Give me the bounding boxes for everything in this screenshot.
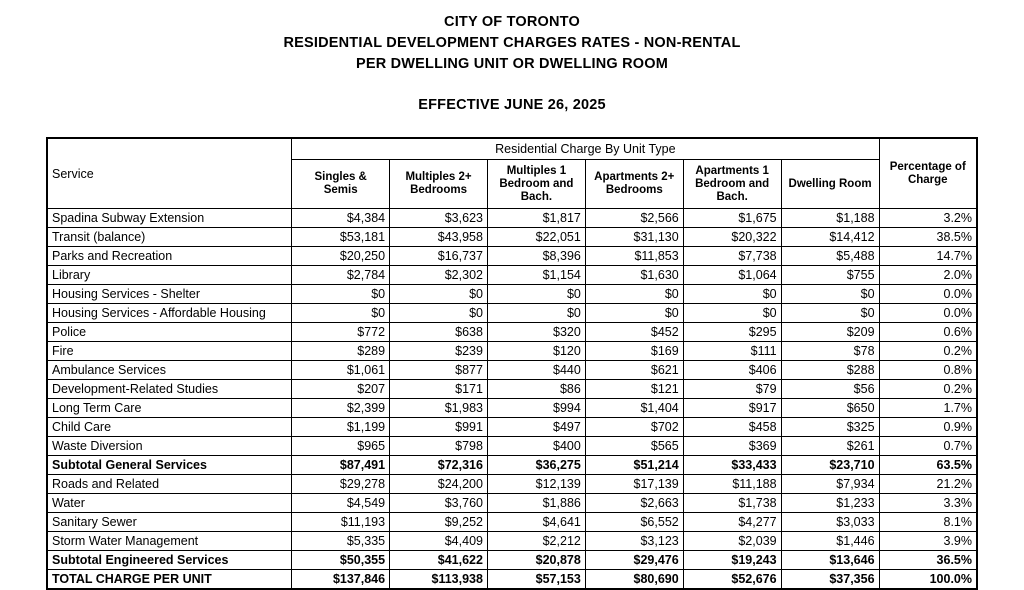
row-service-label: Subtotal Engineered Services bbox=[47, 551, 292, 570]
row-value-cell: $295 bbox=[683, 323, 781, 342]
row-value-cell: $2,039 bbox=[683, 532, 781, 551]
row-service-label: Housing Services - Affordable Housing bbox=[47, 304, 292, 323]
table-row bbox=[47, 570, 977, 590]
row-value-cell: $2,399 bbox=[292, 399, 390, 418]
row-service-label: TOTAL CHARGE PER UNIT bbox=[47, 570, 292, 590]
row-value-cell: $33,433 bbox=[683, 456, 781, 475]
row-value-cell: $2,663 bbox=[585, 494, 683, 513]
title-line-2: RESIDENTIAL DEVELOPMENT CHARGES RATES - NON-RENTAL bbox=[283, 35, 741, 51]
row-value-cell: $79 bbox=[683, 380, 781, 399]
row-percentage-cell: 0.2% bbox=[879, 380, 977, 399]
row-value-cell: $3,623 bbox=[390, 209, 488, 228]
row-value-cell: $1,817 bbox=[487, 209, 585, 228]
row-value-cell: $755 bbox=[781, 266, 879, 285]
row-value-cell: $1,675 bbox=[683, 209, 781, 228]
column-header-apartments-1bed: Apartments 1 Bedroom and Bach. bbox=[683, 160, 781, 209]
row-value-cell: $29,476 bbox=[585, 551, 683, 570]
table-row bbox=[47, 513, 977, 532]
row-value-cell: $1,061 bbox=[292, 361, 390, 380]
table-row bbox=[47, 532, 977, 551]
column-group-header-residential: Residential Charge By Unit Type bbox=[292, 138, 879, 160]
row-value-cell: $6,552 bbox=[585, 513, 683, 532]
row-value-cell: $994 bbox=[487, 399, 585, 418]
row-value-cell: $917 bbox=[683, 399, 781, 418]
row-value-cell: $86 bbox=[487, 380, 585, 399]
row-percentage-cell: 8.1% bbox=[879, 513, 977, 532]
effective-date: EFFECTIVE JUNE 26, 2025 bbox=[418, 97, 606, 113]
table-row bbox=[47, 323, 977, 342]
row-value-cell: $4,641 bbox=[487, 513, 585, 532]
row-percentage-cell: 3.3% bbox=[879, 494, 977, 513]
title-line-3: PER DWELLING UNIT OR DWELLING ROOM bbox=[355, 56, 669, 72]
row-value-cell: $23,710 bbox=[781, 456, 879, 475]
row-service-label: Water bbox=[47, 494, 292, 513]
table-row bbox=[47, 551, 977, 570]
row-value-cell: $0 bbox=[390, 285, 488, 304]
table-row bbox=[47, 209, 977, 228]
row-value-cell: $289 bbox=[292, 342, 390, 361]
row-service-label: Police bbox=[47, 323, 292, 342]
row-value-cell: $51,214 bbox=[585, 456, 683, 475]
row-value-cell: $0 bbox=[390, 304, 488, 323]
column-header-singles-semis: Singles & Semis bbox=[292, 160, 390, 209]
document-title-block bbox=[0, 0, 1024, 113]
row-value-cell: $29,278 bbox=[292, 475, 390, 494]
row-percentage-cell: 21.2% bbox=[879, 475, 977, 494]
row-value-cell: $120 bbox=[487, 342, 585, 361]
row-value-cell: $209 bbox=[781, 323, 879, 342]
table-header bbox=[47, 138, 977, 209]
row-value-cell: $17,139 bbox=[585, 475, 683, 494]
row-value-cell: $0 bbox=[292, 285, 390, 304]
row-value-cell: $207 bbox=[292, 380, 390, 399]
row-value-cell: $2,784 bbox=[292, 266, 390, 285]
row-percentage-cell: 0.0% bbox=[879, 304, 977, 323]
title-line-1: CITY OF TORONTO bbox=[444, 14, 580, 30]
row-value-cell: $57,153 bbox=[487, 570, 585, 590]
row-value-cell: $56 bbox=[781, 380, 879, 399]
row-percentage-cell: 0.6% bbox=[879, 323, 977, 342]
row-value-cell: $20,878 bbox=[487, 551, 585, 570]
row-value-cell: $7,934 bbox=[781, 475, 879, 494]
row-value-cell: $0 bbox=[683, 304, 781, 323]
row-value-cell: $2,302 bbox=[390, 266, 488, 285]
table-row bbox=[47, 399, 977, 418]
row-service-label: Ambulance Services bbox=[47, 361, 292, 380]
row-value-cell: $20,322 bbox=[683, 228, 781, 247]
row-percentage-cell: 38.5% bbox=[879, 228, 977, 247]
row-value-cell: $11,193 bbox=[292, 513, 390, 532]
row-service-label: Fire bbox=[47, 342, 292, 361]
table-row bbox=[47, 437, 977, 456]
development-charges-table bbox=[46, 137, 978, 590]
row-service-label: Long Term Care bbox=[47, 399, 292, 418]
row-value-cell: $798 bbox=[390, 437, 488, 456]
row-value-cell: $53,181 bbox=[292, 228, 390, 247]
rates-table-container bbox=[46, 137, 978, 590]
row-value-cell: $0 bbox=[487, 304, 585, 323]
row-value-cell: $37,356 bbox=[781, 570, 879, 590]
column-header-percentage: Percentage of Charge bbox=[879, 138, 977, 209]
row-service-label: Housing Services - Shelter bbox=[47, 285, 292, 304]
row-value-cell: $80,690 bbox=[585, 570, 683, 590]
row-percentage-cell: 0.0% bbox=[879, 285, 977, 304]
row-value-cell: $11,188 bbox=[683, 475, 781, 494]
row-value-cell: $965 bbox=[292, 437, 390, 456]
row-value-cell: $31,130 bbox=[585, 228, 683, 247]
table-row bbox=[47, 380, 977, 399]
row-value-cell: $1,630 bbox=[585, 266, 683, 285]
row-service-label: Roads and Related bbox=[47, 475, 292, 494]
row-value-cell: $3,033 bbox=[781, 513, 879, 532]
table-row bbox=[47, 456, 977, 475]
row-value-cell: $50,355 bbox=[292, 551, 390, 570]
row-value-cell: $440 bbox=[487, 361, 585, 380]
row-value-cell: $1,404 bbox=[585, 399, 683, 418]
row-value-cell: $3,123 bbox=[585, 532, 683, 551]
row-percentage-cell: 63.5% bbox=[879, 456, 977, 475]
row-value-cell: $406 bbox=[683, 361, 781, 380]
table-row bbox=[47, 285, 977, 304]
row-value-cell: $638 bbox=[390, 323, 488, 342]
row-service-label: Spadina Subway Extension bbox=[47, 209, 292, 228]
row-value-cell: $14,412 bbox=[781, 228, 879, 247]
row-percentage-cell: 1.7% bbox=[879, 399, 977, 418]
row-value-cell: $22,051 bbox=[487, 228, 585, 247]
column-header-apartments-2plus: Apartments 2+ Bedrooms bbox=[585, 160, 683, 209]
row-value-cell: $1,446 bbox=[781, 532, 879, 551]
row-value-cell: $1,983 bbox=[390, 399, 488, 418]
row-value-cell: $877 bbox=[390, 361, 488, 380]
row-value-cell: $1,188 bbox=[781, 209, 879, 228]
row-service-label: Storm Water Management bbox=[47, 532, 292, 551]
row-service-label: Transit (balance) bbox=[47, 228, 292, 247]
row-value-cell: $9,252 bbox=[390, 513, 488, 532]
column-header-multiples-1bed: Multiples 1 Bedroom and Bach. bbox=[487, 160, 585, 209]
table-row bbox=[47, 247, 977, 266]
row-value-cell: $1,233 bbox=[781, 494, 879, 513]
row-value-cell: $288 bbox=[781, 361, 879, 380]
column-header-multiples-2plus: Multiples 2+ Bedrooms bbox=[390, 160, 488, 209]
row-service-label: Parks and Recreation bbox=[47, 247, 292, 266]
table-row bbox=[47, 418, 977, 437]
row-value-cell: $24,200 bbox=[390, 475, 488, 494]
row-value-cell: $4,409 bbox=[390, 532, 488, 551]
row-value-cell: $452 bbox=[585, 323, 683, 342]
row-service-label: Library bbox=[47, 266, 292, 285]
header-row-group bbox=[47, 138, 977, 160]
row-value-cell: $565 bbox=[585, 437, 683, 456]
row-value-cell: $137,846 bbox=[292, 570, 390, 590]
row-value-cell: $8,396 bbox=[487, 247, 585, 266]
row-value-cell: $650 bbox=[781, 399, 879, 418]
row-value-cell: $991 bbox=[390, 418, 488, 437]
row-value-cell: $4,549 bbox=[292, 494, 390, 513]
row-value-cell: $1,738 bbox=[683, 494, 781, 513]
row-percentage-cell: 0.2% bbox=[879, 342, 977, 361]
row-value-cell: $369 bbox=[683, 437, 781, 456]
row-percentage-cell: 36.5% bbox=[879, 551, 977, 570]
table-row bbox=[47, 266, 977, 285]
row-service-label: Development-Related Studies bbox=[47, 380, 292, 399]
row-value-cell: $4,277 bbox=[683, 513, 781, 532]
row-service-label: Subtotal General Services bbox=[47, 456, 292, 475]
row-value-cell: $171 bbox=[390, 380, 488, 399]
row-value-cell: $320 bbox=[487, 323, 585, 342]
column-header-service: Service bbox=[47, 138, 292, 209]
row-value-cell: $87,491 bbox=[292, 456, 390, 475]
row-value-cell: $2,212 bbox=[487, 532, 585, 551]
row-percentage-cell: 0.9% bbox=[879, 418, 977, 437]
row-value-cell: $16,737 bbox=[390, 247, 488, 266]
row-value-cell: $261 bbox=[781, 437, 879, 456]
row-value-cell: $7,738 bbox=[683, 247, 781, 266]
row-value-cell: $1,154 bbox=[487, 266, 585, 285]
row-value-cell: $1,064 bbox=[683, 266, 781, 285]
row-value-cell: $702 bbox=[585, 418, 683, 437]
table-row bbox=[47, 494, 977, 513]
row-value-cell: $4,384 bbox=[292, 209, 390, 228]
row-value-cell: $78 bbox=[781, 342, 879, 361]
table-row bbox=[47, 228, 977, 247]
row-value-cell: $20,250 bbox=[292, 247, 390, 266]
row-value-cell: $19,243 bbox=[683, 551, 781, 570]
row-value-cell: $1,886 bbox=[487, 494, 585, 513]
row-value-cell: $0 bbox=[585, 304, 683, 323]
row-percentage-cell: 3.2% bbox=[879, 209, 977, 228]
row-value-cell: $113,938 bbox=[390, 570, 488, 590]
table-row bbox=[47, 342, 977, 361]
row-value-cell: $0 bbox=[683, 285, 781, 304]
row-value-cell: $400 bbox=[487, 437, 585, 456]
row-value-cell: $772 bbox=[292, 323, 390, 342]
row-value-cell: $111 bbox=[683, 342, 781, 361]
row-service-label: Waste Diversion bbox=[47, 437, 292, 456]
column-header-dwelling-room: Dwelling Room bbox=[781, 160, 879, 209]
row-value-cell: $0 bbox=[292, 304, 390, 323]
row-value-cell: $0 bbox=[781, 285, 879, 304]
table-row bbox=[47, 361, 977, 380]
row-value-cell: $52,676 bbox=[683, 570, 781, 590]
row-percentage-cell: 0.7% bbox=[879, 437, 977, 456]
row-value-cell: $121 bbox=[585, 380, 683, 399]
row-value-cell: $12,139 bbox=[487, 475, 585, 494]
row-value-cell: $621 bbox=[585, 361, 683, 380]
row-value-cell: $5,488 bbox=[781, 247, 879, 266]
row-percentage-cell: 2.0% bbox=[879, 266, 977, 285]
row-value-cell: $13,646 bbox=[781, 551, 879, 570]
row-value-cell: $1,199 bbox=[292, 418, 390, 437]
row-value-cell: $325 bbox=[781, 418, 879, 437]
row-value-cell: $5,335 bbox=[292, 532, 390, 551]
row-value-cell: $239 bbox=[390, 342, 488, 361]
row-value-cell: $2,566 bbox=[585, 209, 683, 228]
row-value-cell: $0 bbox=[487, 285, 585, 304]
row-percentage-cell: 100.0% bbox=[879, 570, 977, 590]
row-percentage-cell: 14.7% bbox=[879, 247, 977, 266]
row-value-cell: $0 bbox=[781, 304, 879, 323]
row-value-cell: $41,622 bbox=[390, 551, 488, 570]
row-service-label: Child Care bbox=[47, 418, 292, 437]
table-body bbox=[47, 209, 977, 590]
table-row bbox=[47, 304, 977, 323]
row-value-cell: $458 bbox=[683, 418, 781, 437]
row-percentage-cell: 3.9% bbox=[879, 532, 977, 551]
row-percentage-cell: 0.8% bbox=[879, 361, 977, 380]
row-value-cell: $43,958 bbox=[390, 228, 488, 247]
table-row bbox=[47, 475, 977, 494]
row-service-label: Sanitary Sewer bbox=[47, 513, 292, 532]
row-value-cell: $36,275 bbox=[487, 456, 585, 475]
row-value-cell: $3,760 bbox=[390, 494, 488, 513]
row-value-cell: $0 bbox=[585, 285, 683, 304]
row-value-cell: $497 bbox=[487, 418, 585, 437]
row-value-cell: $72,316 bbox=[390, 456, 488, 475]
row-value-cell: $169 bbox=[585, 342, 683, 361]
row-value-cell: $11,853 bbox=[585, 247, 683, 266]
